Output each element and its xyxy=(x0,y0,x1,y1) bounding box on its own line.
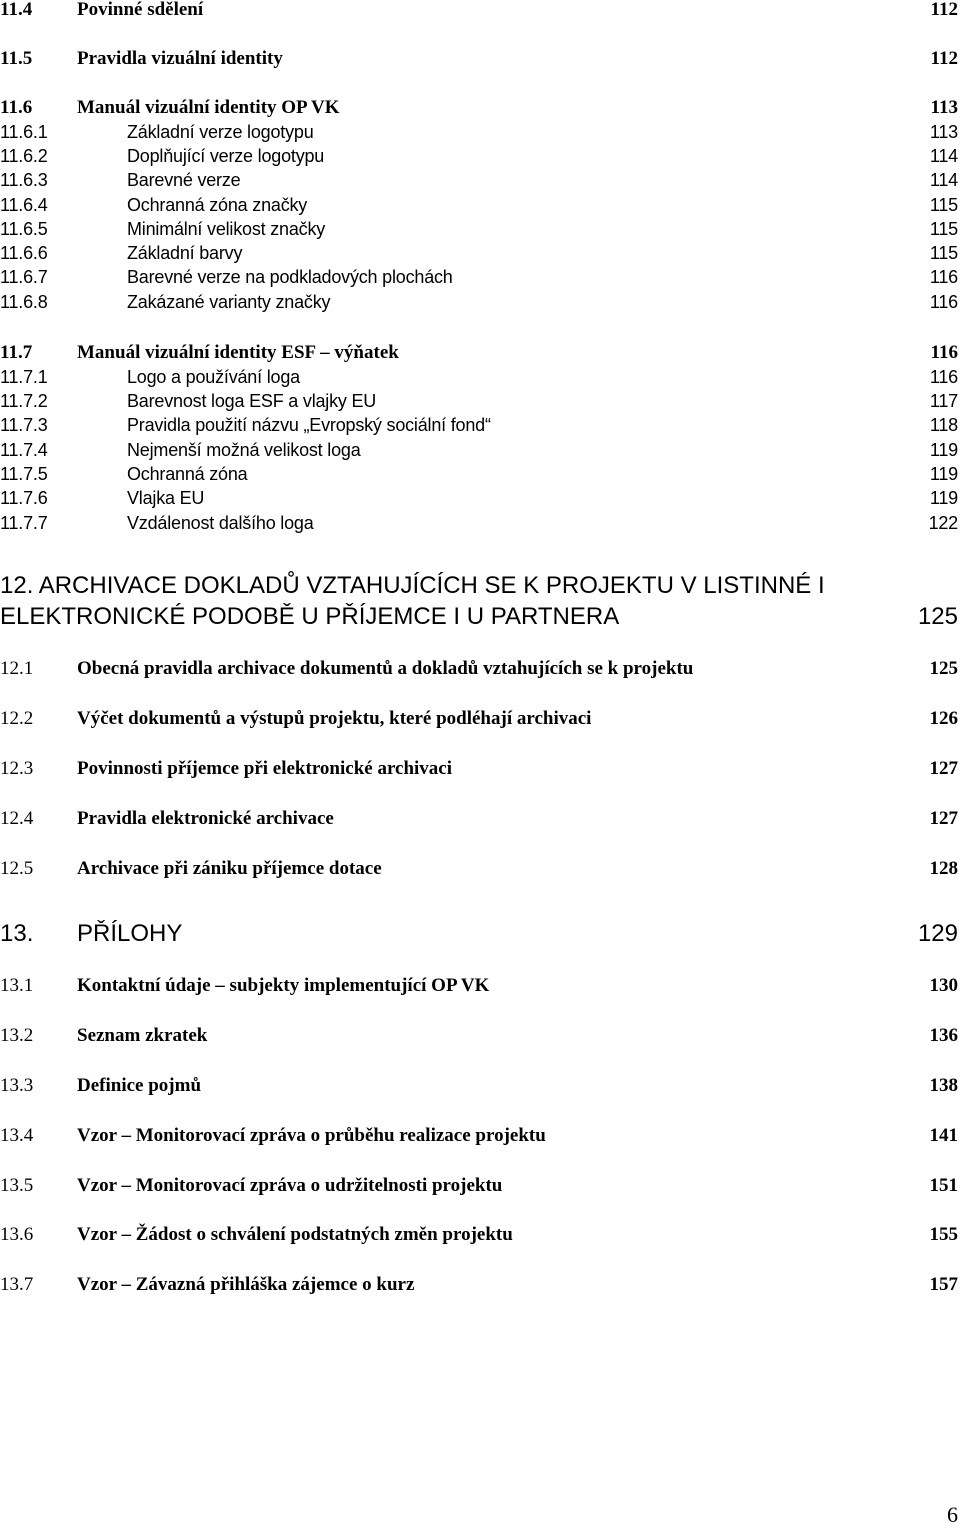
toc-entry-page: 141 xyxy=(929,1125,958,1146)
toc-entry-number: 11.6.5 xyxy=(0,218,48,239)
toc-entry-page: 114 xyxy=(929,169,958,190)
toc-chapter-title-line2: ELEKTRONICKÉ PODOBĚ U PŘÍJEMCE I U PARTNERA xyxy=(0,603,620,630)
toc-entry-11-6-3[interactable] xyxy=(0,166,960,194)
toc-entry-page: 138 xyxy=(929,1075,958,1096)
toc-entry-number: 13.7 xyxy=(0,1274,34,1295)
toc-chapter-page: 125 xyxy=(917,603,958,630)
toc-entry-12-4[interactable] xyxy=(0,805,960,833)
toc-entry-13-2[interactable] xyxy=(0,1022,960,1050)
toc-entry-title: Zakázané varianty značky xyxy=(127,291,331,312)
toc-entry-number: 11.7.6 xyxy=(0,487,48,508)
toc-entry-number: 13.3 xyxy=(0,1075,34,1096)
toc-entry-title: Obecná pravidla archivace dokumentů a dokladů vztahujících se k projektu xyxy=(77,658,694,679)
toc-entry-title: Povinnosti příjemce při elektronické archivaci xyxy=(77,758,453,779)
toc-entry-number: 11.6.8 xyxy=(0,291,48,312)
toc-entry-13-7[interactable] xyxy=(0,1271,960,1299)
toc-entry-number: 11.5 xyxy=(0,48,33,69)
toc-entry-page: 119 xyxy=(929,463,958,484)
toc-entry-page: 119 xyxy=(929,487,958,508)
toc-entry-page: 114 xyxy=(929,145,958,166)
toc-entry-title: Vzor – Monitorovací zpráva o udržitelnosti projektu xyxy=(77,1175,503,1196)
toc-chapter-number: 13. xyxy=(0,920,34,947)
toc-entry-title: Vzor – Žádost o schválení podstatných změn projektu xyxy=(77,1224,513,1245)
toc-entry-title: Seznam zkratek xyxy=(77,1025,208,1046)
toc-entry-page: 113 xyxy=(930,97,958,118)
toc-entry-13-4[interactable] xyxy=(0,1122,960,1150)
toc-entry-page: 115 xyxy=(929,218,958,239)
toc-entry-title: Pravidla použití názvu „Evropský sociální fond“ xyxy=(127,414,491,435)
toc-entry-title: Barevnost loga ESF a vlajky EU xyxy=(127,390,377,411)
toc-entry-11-7-7[interactable] xyxy=(0,509,960,537)
toc-entry-number: 13.4 xyxy=(0,1125,34,1146)
toc-entry-page: 115 xyxy=(929,242,958,263)
toc-entry-title: Manuál vizuální identity ESF – výňatek xyxy=(77,342,399,363)
toc-entry-page: 157 xyxy=(929,1274,958,1295)
toc-entry-12-5[interactable] xyxy=(0,855,960,883)
toc-entry-title: Základní verze logotypu xyxy=(127,121,314,142)
toc-entry-number: 11.6.2 xyxy=(0,145,48,166)
toc-entry-13-6[interactable] xyxy=(0,1221,960,1249)
toc-entry-page: 130 xyxy=(929,975,958,996)
toc-entry-title: Barevné verze na podkladových plochách xyxy=(127,266,453,287)
toc-entry-11-4[interactable] xyxy=(0,0,960,24)
toc-entry-number: 11.7.5 xyxy=(0,463,48,484)
toc-entry-title: Vzor – Závazná přihláška zájemce o kurz xyxy=(77,1274,415,1295)
toc-entry-page: 117 xyxy=(929,390,958,411)
toc-entry-page: 113 xyxy=(929,121,958,142)
toc-entry-number: 11.7.4 xyxy=(0,439,48,460)
toc-entry-title: Definice pojmů xyxy=(77,1075,202,1096)
toc-entry-title: Výčet dokumentů a výstupů projektu, které podléhají archivaci xyxy=(77,708,592,729)
toc-entry-page: 116 xyxy=(929,266,958,287)
toc-entry-title: Povinné sdělení xyxy=(77,0,204,20)
toc-entry-title: Minimální velikost značky xyxy=(127,218,326,239)
toc-entry-page: 116 xyxy=(929,291,958,312)
toc-entry-page: 112 xyxy=(930,48,958,69)
toc-entry-13-1[interactable] xyxy=(0,972,960,1000)
toc-entry-page: 118 xyxy=(929,414,958,435)
toc-entry-title: Doplňující verze logotypu xyxy=(127,145,325,166)
toc-entry-number: 11.7.7 xyxy=(0,512,48,533)
toc-chapter-13[interactable] xyxy=(0,918,960,950)
toc-entry-page: 127 xyxy=(929,808,958,829)
toc-chapter-title-line1: 12. ARCHIVACE DOKLADŮ VZTAHUJÍCÍCH SE K PROJEKTU V LISTINNÉ I xyxy=(0,572,825,599)
toc-entry-page: 127 xyxy=(929,758,958,779)
toc-entry-number: 13.1 xyxy=(0,975,34,996)
toc-entry-title: Ochranná zóna značky xyxy=(127,194,308,215)
toc-entry-number: 11.7 xyxy=(0,342,33,363)
toc-entry-number: 11.7.3 xyxy=(0,414,48,435)
toc-entry-page: 126 xyxy=(929,708,958,729)
toc-entry-title: Nejmenší možná velikost loga xyxy=(127,439,361,460)
toc-entry-13-3[interactable] xyxy=(0,1072,960,1100)
toc-entry-number: 11.4 xyxy=(0,0,33,20)
toc-entry-11-6-7[interactable] xyxy=(0,263,960,291)
toc-entry-number: 12.2 xyxy=(0,708,34,729)
toc-entry-page: 116 xyxy=(930,342,958,363)
toc-entry-title: Pravidla vizuální identity xyxy=(77,48,283,69)
toc-entry-12-1[interactable] xyxy=(0,655,960,683)
toc-entry-11-5[interactable] xyxy=(0,45,960,73)
toc-entry-number: 11.6.7 xyxy=(0,266,48,287)
toc-entry-number: 12.5 xyxy=(0,858,34,879)
toc-chapter-12[interactable] xyxy=(0,570,960,632)
toc-entry-page: 128 xyxy=(929,858,958,879)
toc-entry-title: Pravidla elektronické archivace xyxy=(77,808,334,829)
toc-entry-number: 11.6.3 xyxy=(0,169,48,190)
toc-entry-12-2[interactable] xyxy=(0,705,960,733)
toc-entry-number: 11.6.1 xyxy=(0,121,48,142)
toc-entry-11-7-3[interactable] xyxy=(0,411,960,439)
toc-entry-page: 116 xyxy=(929,366,958,387)
toc-entry-number: 13.6 xyxy=(0,1224,34,1245)
toc-entry-page: 112 xyxy=(930,0,958,20)
toc-entry-number: 11.6 xyxy=(0,97,33,118)
toc-entry-number: 11.6.6 xyxy=(0,242,48,263)
page-number: 6 xyxy=(947,1502,958,1527)
toc-entry-title: Vzdálenost dalšího loga xyxy=(127,512,314,533)
toc-entry-title: Archivace při zániku příjemce dotace xyxy=(77,858,382,879)
toc-entry-page: 115 xyxy=(929,194,958,215)
toc-entry-number: 13.5 xyxy=(0,1175,34,1196)
toc-entry-title: Kontaktní údaje – subjekty implementující OP VK xyxy=(77,975,490,996)
toc-entry-title: Barevné verze xyxy=(127,169,241,190)
toc-entry-page: 119 xyxy=(929,439,958,460)
toc-entry-page: 122 xyxy=(928,512,958,533)
toc-entry-title: Vzor – Monitorovací zpráva o průběhu realizace projektu xyxy=(77,1125,546,1146)
toc-entry-title: Logo a používání loga xyxy=(127,366,300,387)
toc-entry-title: Základní barvy xyxy=(127,242,243,263)
toc-entry-number: 12.3 xyxy=(0,758,34,779)
toc-entry-number: 12.1 xyxy=(0,658,34,679)
toc-chapter-title: PŘÍLOHY xyxy=(77,920,183,947)
toc-entry-number: 12.4 xyxy=(0,808,34,829)
toc-entry-number: 13.2 xyxy=(0,1025,34,1046)
toc-entry-12-3[interactable] xyxy=(0,755,960,783)
toc-entry-title: Vlajka EU xyxy=(127,487,205,508)
toc-entry-page: 125 xyxy=(929,658,958,679)
toc-chapter-page: 129 xyxy=(917,920,958,947)
toc-entry-page: 151 xyxy=(929,1175,958,1196)
toc-entry-13-5[interactable] xyxy=(0,1172,960,1200)
toc-entry-11-7-6[interactable] xyxy=(0,484,960,512)
toc-entry-number: 11.7.2 xyxy=(0,390,48,411)
toc-entry-page: 136 xyxy=(929,1025,958,1046)
toc-entry-number: 11.6.4 xyxy=(0,194,48,215)
toc-entry-11-6-8[interactable] xyxy=(0,288,960,316)
toc-entry-title: Ochranná zóna xyxy=(127,463,248,484)
toc-entry-page: 155 xyxy=(929,1224,958,1245)
toc-entry-number: 11.7.1 xyxy=(0,366,48,387)
toc-entry-title: Manuál vizuální identity OP VK xyxy=(77,97,340,118)
